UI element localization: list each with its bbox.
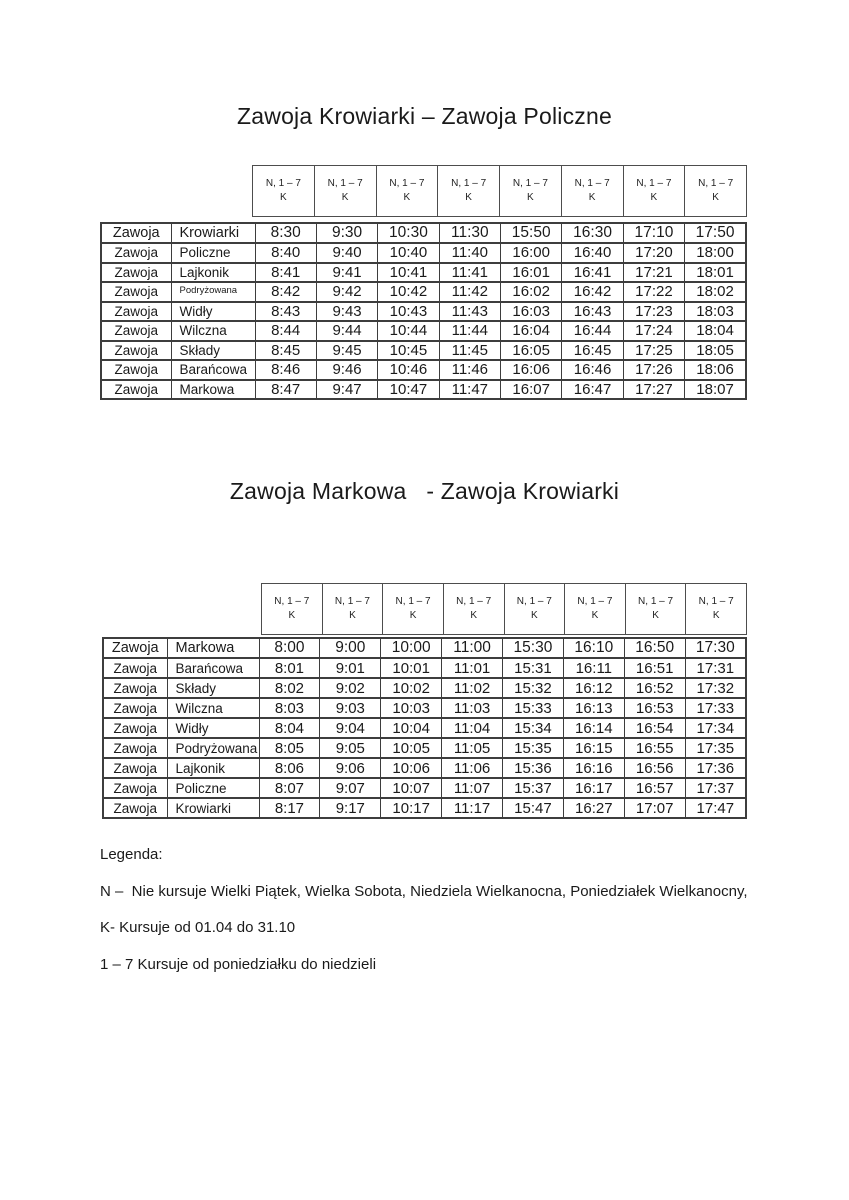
service-code-season: K: [650, 192, 658, 203]
departure-time-cell: 8:06: [259, 758, 320, 778]
departure-time-cell: 11:07: [442, 778, 503, 798]
departure-time-cell: 17:47: [685, 798, 746, 818]
departure-time-cell: 16:40: [562, 243, 623, 263]
timetable-row: [103, 698, 746, 718]
timetable-row: [103, 758, 746, 778]
place-cell: Zawoja: [103, 718, 167, 738]
stop-name-cell: Krowiarki: [171, 223, 255, 243]
departure-time-cell: 16:17: [563, 778, 624, 798]
departure-time-cell: 18:04: [685, 321, 746, 341]
departure-time-cell: 16:55: [624, 738, 685, 758]
departure-time-cell: 10:45: [378, 341, 439, 361]
departure-time-cell: 15:36: [503, 758, 564, 778]
timetable-row: [101, 302, 746, 322]
departure-time-cell: 15:30: [503, 638, 564, 658]
timetable-row: [101, 223, 746, 243]
departure-time-cell: 18:01: [685, 263, 746, 283]
departure-time-cell: 11:02: [442, 678, 503, 698]
stop-name-cell: Wilczna: [171, 321, 255, 341]
departure-time-cell: 9:07: [320, 778, 381, 798]
departure-time-cell: 18:06: [685, 360, 746, 380]
departure-time-cell: 16:47: [562, 380, 623, 400]
departure-time-cell: 10:47: [378, 380, 439, 400]
service-code-header-cell: [685, 583, 747, 635]
legend: [100, 847, 780, 993]
departure-time-cell: 11:46: [439, 360, 500, 380]
place-cell: Zawoja: [101, 282, 171, 302]
timetable-row: [101, 263, 746, 283]
departure-time-cell: 11:47: [439, 380, 500, 400]
departure-time-cell: 10:02: [381, 678, 442, 698]
departure-time-cell: 17:34: [685, 718, 746, 738]
service-code-season: K: [280, 192, 287, 203]
timetable-row: [103, 658, 746, 678]
departure-time-cell: 8:17: [259, 798, 320, 818]
departure-time-cell: 8:04: [259, 718, 320, 738]
departure-time-cell: 8:47: [255, 380, 316, 400]
timetable-row: [103, 798, 746, 818]
service-code-season: K: [341, 192, 349, 203]
place-cell: Zawoja: [101, 360, 171, 380]
timetable-row: [103, 738, 746, 758]
departure-time-cell: 17:50: [685, 223, 746, 243]
departure-time-cell: 16:41: [562, 263, 623, 283]
departure-time-cell: 8:03: [259, 698, 320, 718]
place-cell: Zawoja: [103, 778, 167, 798]
service-code-days: N, 1 – 7: [636, 178, 672, 189]
timetable-row: [101, 321, 746, 341]
departure-time-cell: 11:05: [442, 738, 503, 758]
departure-time-cell: 15:35: [503, 738, 564, 758]
departure-time-cell: 8:44: [255, 321, 316, 341]
legend-line-k: K- Kursuje od 01.04 do 31.10: [100, 919, 296, 936]
service-code-header-cell: [437, 165, 500, 217]
service-code-days: N, 1 – 7: [334, 596, 370, 607]
departure-time-cell: 9:17: [320, 798, 381, 818]
service-code-header-cell: [504, 583, 566, 635]
departure-time-cell: 10:46: [378, 360, 439, 380]
departure-time-cell: 9:45: [316, 341, 377, 361]
departure-time-cell: 17:36: [685, 758, 746, 778]
timetable-row: [103, 638, 746, 658]
service-code-days: N, 1 – 7: [451, 178, 487, 189]
departure-time-cell: 9:46: [316, 360, 377, 380]
stop-name-cell: Barańcowa: [167, 658, 259, 678]
departure-time-cell: 16:02: [501, 282, 562, 302]
service-code-header-cell: [252, 165, 315, 217]
departure-time-cell: 16:57: [624, 778, 685, 798]
place-cell: Zawoja: [103, 798, 167, 818]
departure-time-cell: 11:03: [442, 698, 503, 718]
departure-time-cell: 11:40: [439, 243, 500, 263]
service-code-days: N, 1 – 7: [698, 178, 734, 189]
service-code-header-cell: [561, 165, 624, 217]
departure-time-cell: 16:03: [501, 302, 562, 322]
departure-time-cell: 8:41: [255, 263, 316, 283]
legend-line-1-7: 1 – 7 Kursuje od poniedziałku do niedzieli: [100, 955, 377, 973]
departure-time-cell: 9:43: [316, 302, 377, 322]
departure-time-cell: 17:07: [624, 798, 685, 818]
departure-time-cell: 15:34: [503, 718, 564, 738]
service-code-header-cell: [322, 583, 384, 635]
service-code-season: K: [465, 192, 472, 203]
timetable-row: [103, 718, 746, 738]
departure-time-cell: 10:03: [381, 698, 442, 718]
service-code-days: N, 1 – 7: [698, 596, 734, 607]
service-code-season: K: [349, 610, 356, 621]
place-cell: Zawoja: [103, 658, 167, 678]
stop-name-cell: Markowa: [171, 380, 255, 400]
service-code-days: N, 1 – 7: [274, 596, 310, 607]
departure-time-cell: 10:43: [378, 302, 439, 322]
departure-time-cell: 11:42: [439, 282, 500, 302]
service-code-days: N, 1 – 7: [577, 596, 613, 607]
departure-time-cell: 15:32: [503, 678, 564, 698]
service-code-season: K: [652, 610, 659, 621]
service-code-season: K: [409, 610, 417, 621]
departure-time-cell: 16:12: [563, 678, 624, 698]
place-cell: Zawoja: [101, 341, 171, 361]
stop-name-cell: Krowiarki: [167, 798, 259, 818]
departure-time-cell: 8:00: [259, 638, 320, 658]
place-cell: Zawoja: [101, 380, 171, 400]
departure-time-cell: 17:31: [685, 658, 746, 678]
departure-time-cell: 17:10: [623, 223, 684, 243]
departure-time-cell: 15:37: [503, 778, 564, 798]
stop-name-cell: Składy: [171, 341, 255, 361]
departure-time-cell: 16:10: [563, 638, 624, 658]
service-code-days: N, 1 – 7: [265, 178, 301, 189]
stop-name-cell: Lajkonik: [167, 758, 259, 778]
departure-time-cell: 16:52: [624, 678, 685, 698]
service-code-season: K: [712, 610, 720, 621]
departure-time-cell: 18:03: [685, 302, 746, 322]
legend-line-n: N – Nie kursuje Wielki Piątek, Wielka Sobota, Niedziela Wielkanocna, Poniedziałek Wielkanocny,: [100, 882, 748, 900]
service-code-days: N, 1 – 7: [456, 596, 492, 607]
service-code-season: K: [288, 610, 296, 621]
service-code-header-cell: [625, 583, 687, 635]
stop-name-cell: Wilczna: [167, 698, 259, 718]
departure-time-cell: 10:05: [381, 738, 442, 758]
route-title-krowiarki-policzne: Zawoja Krowiarki – Zawoja Policzne: [237, 103, 612, 129]
departure-time-cell: 10:04: [381, 718, 442, 738]
departure-time-cell: 8:43: [255, 302, 316, 322]
place-cell: Zawoja: [101, 243, 171, 263]
stop-name-cell: Lajkonik: [171, 263, 255, 283]
departure-time-cell: 8:01: [259, 658, 320, 678]
place-cell: Zawoja: [103, 758, 167, 778]
departure-time-cell: 11:41: [439, 263, 500, 283]
departure-time-cell: 17:24: [623, 321, 684, 341]
departure-time-cell: 11:01: [442, 658, 503, 678]
departure-time-cell: 15:47: [503, 798, 564, 818]
departure-time-cell: 9:30: [316, 223, 377, 243]
departure-time-cell: 17:33: [685, 698, 746, 718]
service-code-season: K: [527, 192, 534, 203]
departure-time-cell: 16:30: [562, 223, 623, 243]
timetable1-service-code-header-row: [252, 165, 747, 217]
departure-time-cell: 17:30: [685, 638, 746, 658]
service-code-days: N, 1 – 7: [516, 596, 552, 607]
stop-name-cell: Podryżowana: [167, 738, 259, 758]
departure-time-cell: 9:03: [320, 698, 381, 718]
departure-time-cell: 8:40: [255, 243, 316, 263]
departure-time-cell: 16:56: [624, 758, 685, 778]
departure-time-cell: 8:42: [255, 282, 316, 302]
departure-time-cell: 15:31: [503, 658, 564, 678]
stop-name-cell: Barańcowa: [171, 360, 255, 380]
service-code-days: N, 1 – 7: [574, 178, 610, 189]
timetable-row: [101, 380, 746, 400]
place-cell: Zawoja: [101, 263, 171, 283]
service-code-header-cell: [314, 165, 377, 217]
service-code-header-cell: [499, 165, 562, 217]
departure-time-cell: 9:05: [320, 738, 381, 758]
departure-time-cell: 15:50: [501, 223, 562, 243]
departure-time-cell: 18:05: [685, 341, 746, 361]
departure-time-cell: 10:30: [378, 223, 439, 243]
route-title-markowa-krowiarki: Zawoja Markowa - Zawoja Krowiarki: [229, 478, 620, 504]
place-cell: Zawoja: [101, 321, 171, 341]
timetable-row: [103, 778, 746, 798]
departure-time-cell: 17:25: [623, 341, 684, 361]
stop-name-cell: Widły: [171, 302, 255, 322]
service-code-header-cell: [623, 165, 686, 217]
timetable-row: [101, 243, 746, 263]
departure-time-cell: 16:44: [562, 321, 623, 341]
service-code-header-cell: [564, 583, 626, 635]
departure-time-cell: 17:27: [623, 380, 684, 400]
departure-time-cell: 9:47: [316, 380, 377, 400]
departure-time-cell: 11:44: [439, 321, 500, 341]
service-code-season: K: [470, 610, 478, 621]
place-cell: Zawoja: [103, 738, 167, 758]
departure-time-cell: 16:54: [624, 718, 685, 738]
departure-time-cell: 10:40: [378, 243, 439, 263]
departure-time-cell: 16:01: [501, 263, 562, 283]
service-code-days: N, 1 – 7: [389, 178, 425, 189]
departure-time-cell: 15:33: [503, 698, 564, 718]
departure-time-cell: 16:15: [563, 738, 624, 758]
departure-time-cell: 16:45: [562, 341, 623, 361]
departure-time-cell: 17:35: [685, 738, 746, 758]
departure-time-cell: 16:06: [501, 360, 562, 380]
departure-time-cell: 9:40: [316, 243, 377, 263]
departure-time-cell: 16:14: [563, 718, 624, 738]
timetable-row: [103, 678, 746, 698]
service-code-season: K: [591, 610, 599, 621]
departure-time-cell: 17:22: [623, 282, 684, 302]
timetable2: [102, 637, 747, 819]
departure-time-cell: 8:45: [255, 341, 316, 361]
departure-time-cell: 11:17: [442, 798, 503, 818]
departure-time-cell: 10:41: [378, 263, 439, 283]
departure-time-cell: 16:53: [624, 698, 685, 718]
departure-time-cell: 16:42: [562, 282, 623, 302]
departure-time-cell: 17:23: [623, 302, 684, 322]
departure-time-cell: 8:30: [255, 223, 316, 243]
departure-time-cell: 11:06: [442, 758, 503, 778]
departure-time-cell: 18:07: [685, 380, 746, 400]
departure-time-cell: 11:00: [442, 638, 503, 658]
departure-time-cell: 8:46: [255, 360, 316, 380]
stop-name-cell: Składy: [167, 678, 259, 698]
service-code-header-cell: [382, 583, 444, 635]
service-code-header-cell: [376, 165, 439, 217]
departure-time-cell: 9:02: [320, 678, 381, 698]
stop-name-cell: Policzne: [167, 778, 259, 798]
departure-time-cell: 17:37: [685, 778, 746, 798]
departure-time-cell: 10:01: [381, 658, 442, 678]
timetable-row: [101, 341, 746, 361]
departure-time-cell: 16:51: [624, 658, 685, 678]
place-cell: Zawoja: [101, 223, 171, 243]
timetable2-service-code-header-row: [261, 583, 747, 635]
service-code-days: N, 1 – 7: [395, 596, 431, 607]
departure-time-cell: 16:43: [562, 302, 623, 322]
departure-time-cell: 9:44: [316, 321, 377, 341]
departure-time-cell: 17:32: [685, 678, 746, 698]
departure-time-cell: 9:42: [316, 282, 377, 302]
stop-name-cell: Podryżowana: [171, 282, 255, 302]
departure-time-cell: 11:04: [442, 718, 503, 738]
departure-time-cell: 16:46: [562, 360, 623, 380]
departure-time-cell: 8:02: [259, 678, 320, 698]
departure-time-cell: 16:07: [501, 380, 562, 400]
departure-time-cell: 9:06: [320, 758, 381, 778]
departure-time-cell: 16:11: [563, 658, 624, 678]
stop-name-cell: Markowa: [167, 638, 259, 658]
departure-time-cell: 8:07: [259, 778, 320, 798]
departure-time-cell: 18:02: [685, 282, 746, 302]
place-cell: Zawoja: [103, 698, 167, 718]
departure-time-cell: 10:17: [381, 798, 442, 818]
service-code-season: K: [530, 610, 538, 621]
service-code-header-cell: [261, 583, 323, 635]
departure-time-cell: 9:04: [320, 718, 381, 738]
departure-time-cell: 11:45: [439, 341, 500, 361]
departure-time-cell: 10:44: [378, 321, 439, 341]
departure-time-cell: 11:30: [439, 223, 500, 243]
timetable-row: [101, 282, 746, 302]
service-code-season: K: [403, 192, 411, 203]
stop-name-cell: Widły: [167, 718, 259, 738]
departure-time-cell: 16:50: [624, 638, 685, 658]
service-code-season: K: [588, 192, 596, 203]
departure-time-cell: 9:01: [320, 658, 381, 678]
departure-time-cell: 16:00: [501, 243, 562, 263]
departure-time-cell: 16:16: [563, 758, 624, 778]
departure-time-cell: 17:20: [623, 243, 684, 263]
legend-heading: Legenda:: [100, 846, 163, 863]
service-code-season: K: [712, 192, 719, 203]
service-code-days: N, 1 – 7: [512, 178, 548, 189]
departure-time-cell: 16:05: [501, 341, 562, 361]
place-cell: Zawoja: [103, 678, 167, 698]
departure-time-cell: 10:06: [381, 758, 442, 778]
departure-time-cell: 9:41: [316, 263, 377, 283]
departure-time-cell: 10:42: [378, 282, 439, 302]
service-code-days: N, 1 – 7: [327, 178, 363, 189]
departure-time-cell: 17:21: [623, 263, 684, 283]
departure-time-cell: 9:00: [320, 638, 381, 658]
departure-time-cell: 17:26: [623, 360, 684, 380]
departure-time-cell: 16:04: [501, 321, 562, 341]
service-code-header-cell: [443, 583, 505, 635]
place-cell: Zawoja: [103, 638, 167, 658]
departure-time-cell: 10:07: [381, 778, 442, 798]
departure-time-cell: 8:05: [259, 738, 320, 758]
place-cell: Zawoja: [101, 302, 171, 322]
service-code-header-cell: [684, 165, 747, 217]
timetable-row: [101, 360, 746, 380]
stop-name-cell: Policzne: [171, 243, 255, 263]
timetable1: [100, 222, 747, 400]
departure-time-cell: 11:43: [439, 302, 500, 322]
departure-time-cell: 16:27: [563, 798, 624, 818]
departure-time-cell: 10:00: [381, 638, 442, 658]
service-code-days: N, 1 – 7: [638, 596, 674, 607]
departure-time-cell: 18:00: [685, 243, 746, 263]
departure-time-cell: 16:13: [563, 698, 624, 718]
